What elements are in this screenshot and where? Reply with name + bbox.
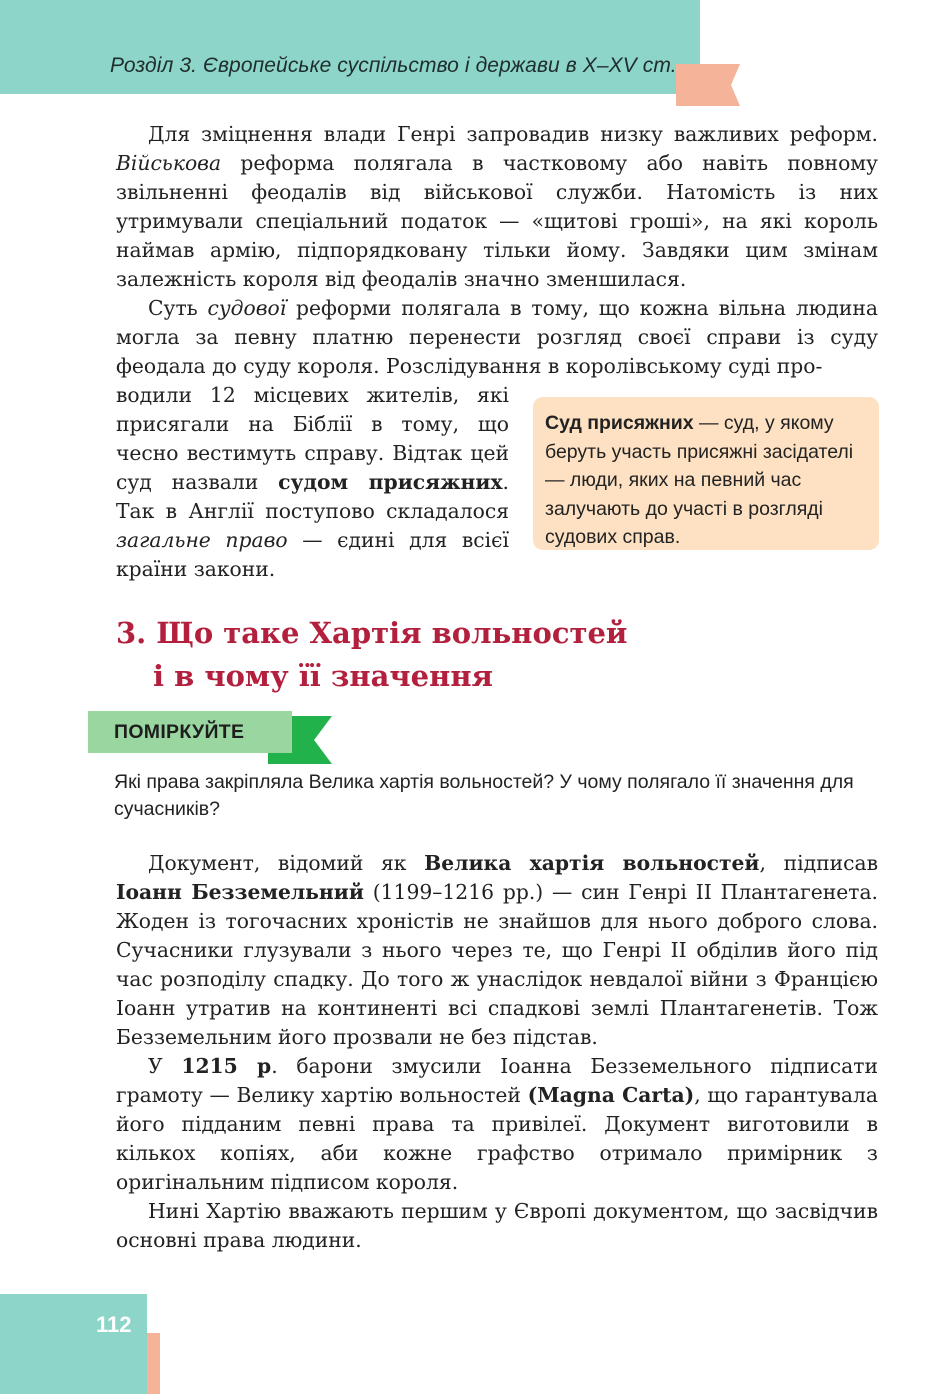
emphasis-term: судової bbox=[207, 296, 287, 320]
text-run: Для зміцнення влади Генрі запровадив низку важливих реформ. bbox=[148, 122, 878, 146]
page-number-tab bbox=[147, 1333, 160, 1394]
definition-term: Суд присяжних bbox=[545, 412, 694, 434]
definition-text bbox=[545, 409, 871, 552]
text-run: — єдині для всієї країни закони. bbox=[116, 528, 509, 581]
text-run: , підписав bbox=[759, 851, 878, 875]
emphasis-term: загальне право bbox=[116, 528, 288, 552]
bold-term: судом присяжних bbox=[278, 470, 503, 494]
text-run: , що гарантувала його підданим певні права та привілеї. Документ виготовили в кількох копіях, аби кожне графство отримало примірник з оригінальним підписом короля. bbox=[116, 1083, 879, 1194]
text-run: (1199–1216 рр.) — син Генрі ІІ Плантагенета. Жоден із тогочасних хроністів не знайшов для нього доброго слова. Сучасники глузували з нього через те, що Генрі ІІ обділив його під час розподілу спадку. До того ж унаслідок невдалої війни з Францією Іоанн утратив на континенті всі спадкові землі Плантагенетів. Тож Безземельним його прозвали не без підстав. bbox=[116, 880, 878, 1049]
text-run: У bbox=[148, 1054, 182, 1078]
paragraph-judicial-reform bbox=[116, 294, 878, 381]
paragraph-1215-barons bbox=[116, 1052, 878, 1197]
think-label: ПОМІРКУЙТЕ bbox=[114, 721, 245, 743]
section-heading-line1: 3. Що таке Хартія вольностей bbox=[116, 616, 628, 650]
paragraph-jury-court bbox=[116, 381, 509, 584]
paragraph-charter-significance bbox=[116, 1197, 878, 1255]
paragraph-magna-carta-signer bbox=[116, 849, 878, 1052]
text-run: Суть bbox=[148, 296, 208, 320]
bold-term: Велика хартія вольностей bbox=[424, 851, 760, 875]
text-run: Нині Хартію вважають першим у Європі документом, що засвідчив основні права людини. bbox=[116, 1199, 878, 1252]
bold-date: 1215 р bbox=[181, 1054, 272, 1078]
section-heading-line2: і в чому її значення bbox=[153, 659, 493, 693]
definition-body: — суд, у якому беруть участь присяжні засідателі — люди, яких на певний час залучають до участі в розгляді судових справ. bbox=[545, 412, 854, 548]
section-heading bbox=[116, 612, 627, 698]
text-run: водили 12 місцевих жителів, які присягали на Біблії в тому, що чесно вестимуть справу. Відтак цей суд назвали bbox=[116, 383, 509, 494]
text-run: . Так в Англії поступово складалося bbox=[116, 470, 509, 523]
paragraph-military-reform bbox=[116, 120, 878, 294]
text-run: реформи полягала в тому, що кожна вільна людина могла за певну платню перенести розгляд своєї справи із суду феодала до суду короля. Розслідування в королівському суді про- bbox=[116, 296, 878, 378]
text-run: . барони змусили Іоанна Безземельного підписати грамоту — Велику хартію вольностей bbox=[116, 1054, 878, 1107]
bold-term: (Magna Carta) bbox=[527, 1083, 695, 1107]
text-run: реформа полягала в частковому або навіть повному звільненні феодалів від військової служби. Натомість із них утримували спеціальний податок — «щитові гроші», на які король наймав армію, підпорядковану тільки йому. Завдяки цим змінам залежність короля від феодалів значно зменшилася. bbox=[116, 151, 878, 291]
emphasis-term: Військова bbox=[116, 151, 222, 175]
page-number-box bbox=[0, 1294, 147, 1394]
bold-term: Іоанн Безземельний bbox=[116, 880, 364, 904]
chapter-header-bar bbox=[0, 0, 700, 94]
page-number: 112 bbox=[96, 1312, 132, 1337]
think-question: Які права закріпляла Велика хартія вольностей? У чому полягало її значення для сучасників? bbox=[114, 771, 854, 820]
text-run: Документ, відомий як bbox=[148, 851, 425, 875]
header-bookmark-tab bbox=[676, 64, 740, 106]
chapter-title: Розділ 3. Європейське суспільство і держави в Х–ХV ст. bbox=[110, 54, 677, 77]
